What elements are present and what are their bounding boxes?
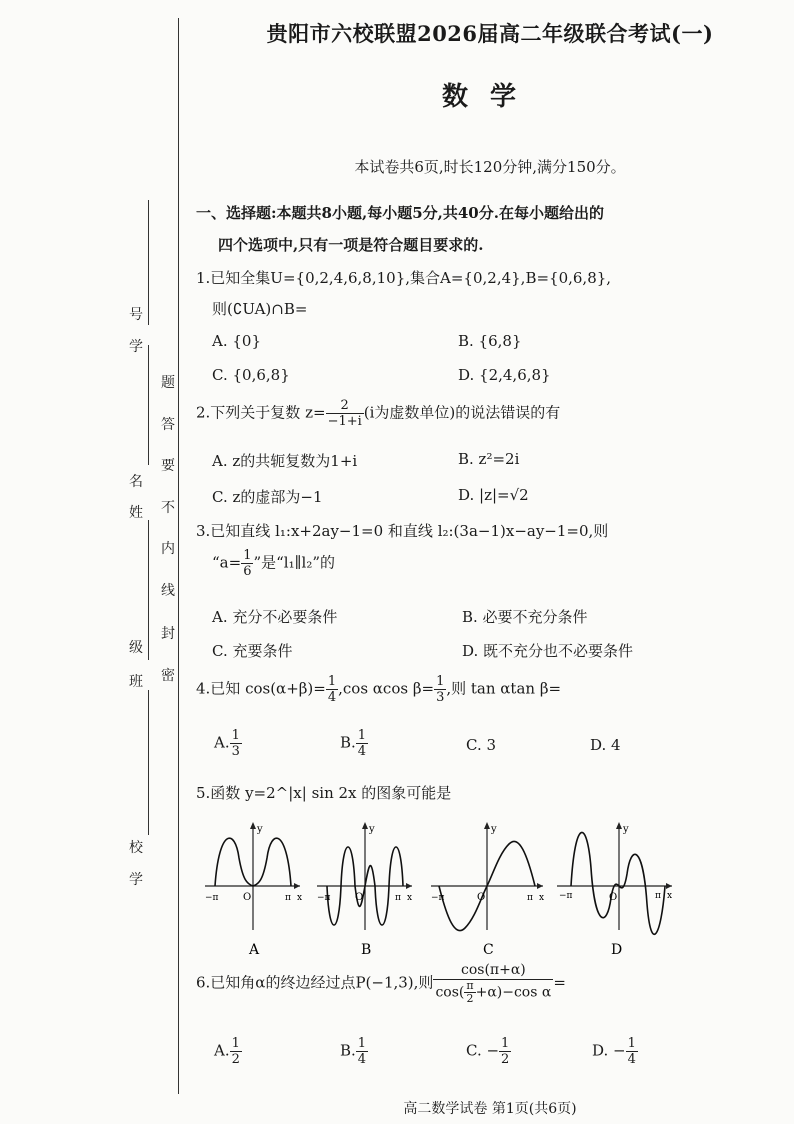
- q4-frac2: [434, 674, 446, 705]
- q6-d-frac: [626, 1036, 638, 1067]
- q3-post: ”是“l₁∥l₂”的: [253, 553, 336, 572]
- q6-c-num: 1: [501, 1036, 510, 1051]
- exam-info: 本试卷共6页,时长120分钟,满分150分。: [354, 158, 626, 176]
- graph-c-y: y: [491, 824, 497, 835]
- q4-a-den: 3: [231, 744, 240, 759]
- q5-stem: 5.函数 y=2^|x| sin 2x 的图象可能是: [196, 784, 452, 802]
- q6-a-den: 2: [231, 1052, 240, 1067]
- q5-graphs: [195, 818, 685, 958]
- label-hao: 号: [129, 307, 143, 323]
- section1-line1: 一、选择题:本题共8小题,每小题5分,共40分.在每小题给出的: [196, 204, 604, 222]
- q1-line2: 则(∁UA)∩B=: [212, 300, 308, 318]
- q4-option-a: [214, 728, 242, 759]
- q2-option-d: D. |z|=√2: [458, 486, 529, 504]
- label-ban: 班: [129, 674, 143, 690]
- q4-option-d: D. 4: [590, 736, 621, 754]
- graph-d-pos: π: [655, 891, 661, 901]
- graph-a-y: y: [257, 824, 263, 835]
- q6-den: [433, 980, 553, 1005]
- graph-c-o: O: [477, 892, 486, 903]
- q1-option-d: D. {2,4,6,8}: [458, 366, 551, 384]
- graph-c: [431, 822, 544, 958]
- graph-d: [557, 822, 672, 958]
- q4-b-frac: [356, 728, 368, 759]
- graph-a: [205, 822, 302, 958]
- q6-c-label: C. −: [466, 1041, 500, 1060]
- q2-option-a: A. z的共轭复数为1+i: [212, 452, 358, 470]
- graph-b-y: y: [369, 824, 375, 835]
- underline-xuexiao: [148, 690, 149, 835]
- graph-b-o: O: [355, 892, 364, 903]
- q4-stem: [196, 674, 561, 705]
- graph-b: [317, 822, 412, 958]
- q6-c-den: 2: [501, 1052, 510, 1067]
- q4-pre: 4.已知 cos(α+β)=: [196, 679, 326, 698]
- q4-b-label: B.: [340, 733, 356, 752]
- exam-title: 贵阳市六校联盟2026届高二年级联合考试(一): [266, 21, 714, 46]
- q3-option-a: A. 充分不必要条件: [212, 608, 338, 626]
- q4-a-frac: [230, 728, 242, 759]
- label-xue: 学: [129, 339, 143, 355]
- label-xue2: 学: [129, 872, 143, 888]
- underline-xingming: [148, 345, 149, 465]
- q1-option-b: B. {6,8}: [458, 332, 522, 350]
- q6-stem: [196, 962, 566, 1005]
- graph-b-x: x: [407, 893, 413, 903]
- graph-b-neg: −π: [317, 893, 331, 903]
- q6-num: cos(π+α): [433, 962, 553, 980]
- q6-option-d: [592, 1036, 638, 1067]
- q4-mid: ,cos αcos β=: [338, 679, 435, 698]
- q2-option-b: B. z²=2i: [458, 450, 520, 468]
- seal-ti: 题: [161, 375, 175, 391]
- q6-b-frac: [356, 1036, 368, 1067]
- q4-option-b: [340, 728, 368, 759]
- section1-line2: 四个选项中,只有一项是符合题目要求的.: [218, 236, 484, 254]
- graph-c-neg: −π: [431, 893, 445, 903]
- seal-xian: 线: [161, 583, 175, 599]
- graph-c-pos: π: [527, 893, 533, 903]
- graph-a-neg: −π: [205, 893, 219, 903]
- q6-a-label: A.: [214, 1041, 230, 1060]
- graph-d-neg: −π: [559, 891, 573, 901]
- q4-a-label: A.: [214, 733, 230, 752]
- graph-a-pos: π: [285, 893, 291, 903]
- q6-d-den: 4: [627, 1052, 636, 1067]
- q4-frac1: [326, 674, 338, 705]
- q6-d-label: D. −: [592, 1041, 626, 1060]
- graph-d-label: D: [611, 942, 623, 958]
- q2-stem: [196, 398, 560, 429]
- q1-line1: 1.已知全集U={0,2,4,6,8,10},集合A={0,2,4},B={0,6,8},: [196, 269, 612, 287]
- graph-a-label: A: [249, 942, 260, 958]
- q3-num: 1: [243, 548, 252, 563]
- q3-option-d: D. 既不充分也不必要条件: [462, 642, 634, 660]
- q3-option-c: C. 充要条件: [212, 642, 293, 660]
- q6-option-a: [214, 1036, 242, 1067]
- q3-line1: 3.已知直线 l₁:x+2ay−1=0 和直线 l₂:(3a−1)x−ay−1=0,则: [196, 522, 609, 540]
- label-ji: 级: [129, 640, 143, 656]
- q6-den-pre: cos(: [435, 984, 465, 1001]
- q6-b-label: B.: [340, 1041, 356, 1060]
- q6-a-frac: [230, 1036, 242, 1067]
- q6-pre: 6.已知角α的终边经过点P(−1,3),则: [196, 973, 434, 992]
- label-xing: 姓: [129, 505, 143, 521]
- seal-feng: 封: [161, 626, 175, 642]
- q4-num1: 1: [327, 674, 337, 689]
- subject-title: 数学: [441, 82, 538, 112]
- q3-fraction: [241, 548, 253, 579]
- q6-d-num: 1: [627, 1036, 636, 1051]
- q6-den-num: π: [466, 979, 474, 992]
- graph-d-y: y: [623, 824, 629, 835]
- graph-a-o: O: [243, 892, 252, 903]
- seal-yao: 要: [161, 458, 175, 474]
- q2-pre: 2.下列关于复数 z=: [196, 403, 326, 422]
- q1-option-c: C. {0,6,8}: [212, 366, 290, 384]
- q6-den-den: 2: [466, 992, 474, 1005]
- q2-num: 2: [326, 398, 364, 414]
- q4-den2: 3: [436, 690, 445, 705]
- seal-nei: 内: [161, 541, 175, 557]
- q6-c-frac: [499, 1036, 511, 1067]
- graph-c-x: x: [539, 893, 545, 903]
- q2-fraction: [326, 398, 364, 429]
- q4-den1: 4: [327, 690, 337, 705]
- q4-b-num: 1: [357, 728, 367, 743]
- q6-option-c: [466, 1036, 511, 1067]
- q4-option-c: C. 3: [466, 736, 497, 754]
- underline-banji: [148, 520, 149, 660]
- graph-d-x: x: [667, 891, 673, 901]
- seal-mi: 密: [161, 668, 175, 684]
- q2-den: −1+i: [327, 414, 362, 429]
- q6-den-frac: [464, 980, 475, 1005]
- q6-post: =: [553, 973, 566, 992]
- label-xiao: 校: [129, 840, 143, 856]
- label-ming: 名: [129, 474, 143, 490]
- q4-post: ,则 tan αtan β=: [446, 679, 562, 698]
- graph-b-pos: π: [395, 893, 401, 903]
- q1-option-a: A. {0}: [212, 332, 261, 350]
- underline-xuehao: [148, 200, 149, 325]
- q4-b-den: 4: [357, 744, 367, 759]
- q2-option-c: C. z的虚部为−1: [212, 488, 323, 506]
- graph-d-o: O: [609, 892, 618, 903]
- q6-den-post: +α)−cos α: [475, 984, 552, 1001]
- q2-post: (i为虚数单位)的说法错误的有: [363, 403, 561, 422]
- q6-a-num: 1: [231, 1036, 240, 1051]
- graph-b-label: B: [361, 942, 372, 958]
- q6-fraction: [433, 962, 553, 1005]
- q3-pre: “a=: [212, 553, 242, 572]
- graph-a-x: x: [297, 893, 303, 903]
- seal-bu: 不: [161, 500, 175, 516]
- q3-line2: [212, 548, 335, 579]
- q3-den: 6: [243, 564, 252, 579]
- q6-option-b: [340, 1036, 368, 1067]
- seal-da: 答: [161, 417, 175, 433]
- graph-c-label: C: [483, 942, 494, 958]
- page-footer: 高二数学试卷 第1页(共6页): [403, 1101, 577, 1117]
- q6-b-den: 4: [357, 1052, 367, 1067]
- q3-option-b: B. 必要不充分条件: [462, 608, 588, 626]
- q6-b-num: 1: [357, 1036, 367, 1051]
- q4-a-num: 1: [231, 728, 240, 743]
- binding-line: [178, 18, 179, 1094]
- q4-num2: 1: [436, 674, 445, 689]
